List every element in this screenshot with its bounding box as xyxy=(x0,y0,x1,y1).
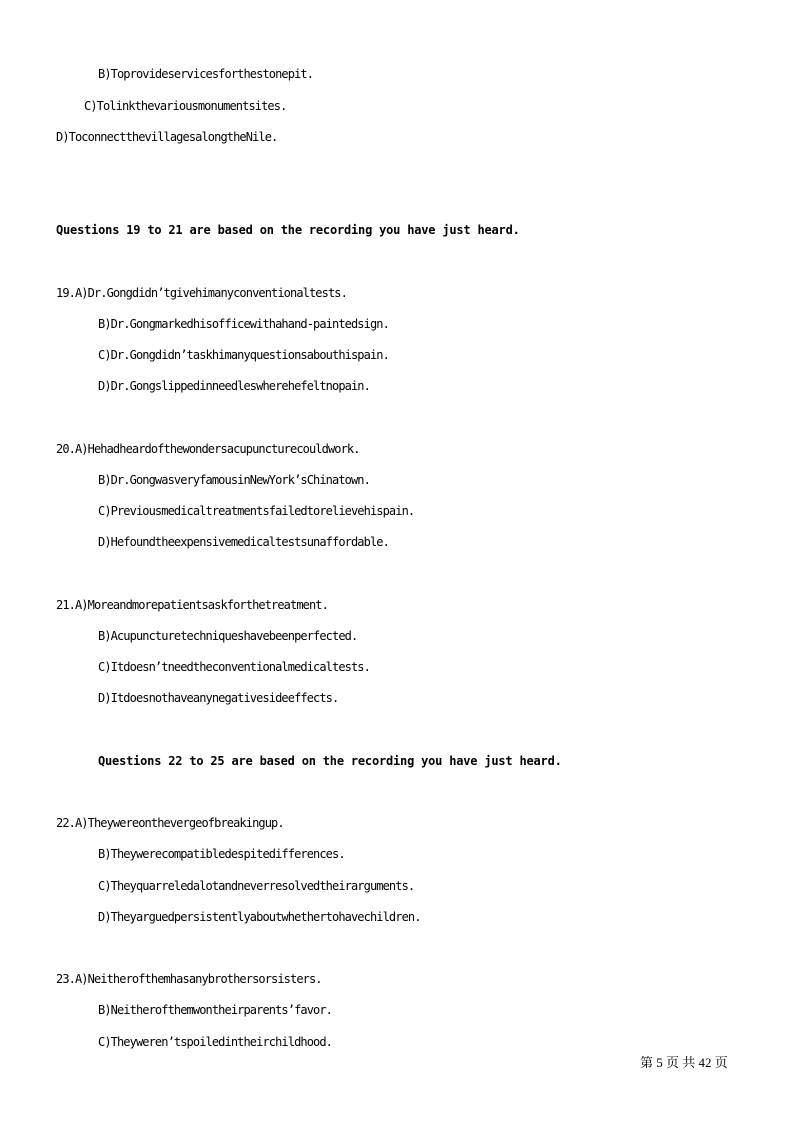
page-number: 第 5 页 共 42 页 xyxy=(640,1055,728,1070)
q21-option-a: 21.A)Moreandmorepatientsaskforthetreatment. xyxy=(56,598,328,612)
q20-option-b: B)Dr.GongwasveryfamousinNewYork’sChinatown. xyxy=(98,473,370,487)
q19-option-c: C)Dr.Gongdidn’taskhimanyquestionsabouthispain. xyxy=(98,348,389,362)
q19-option-b: B)Dr.Gongmarkedhisofficewithahand-paintedsign. xyxy=(98,317,389,331)
q18-option-c: C)Tolinkthevariousmonumentsites. xyxy=(84,99,287,113)
q21-option-c: C)Itdoesn’tneedtheconventionalmedicaltests. xyxy=(98,660,370,674)
q20-option-c: C)Previousmedicaltreatmentsfailedtorelievehispain. xyxy=(98,504,415,518)
q22-option-a: 22.A)Theywereonthevergeofbreakingup. xyxy=(56,816,284,830)
section-heading-22-25: Questions 22 to 25 are based on the recording you have just heard. xyxy=(98,754,562,768)
q21-option-d: D)Itdoesnothaveanynegativesideeffects. xyxy=(98,691,339,705)
q19-option-d: D)Dr.Gongslippedinneedleswherehefeltnopain. xyxy=(98,379,370,393)
section-heading-19-21: Questions 19 to 21 are based on the recording you have just heard. xyxy=(56,223,520,237)
q20-option-a: 20.A)Hehadheardofthewondersacupuncturecouldwork. xyxy=(56,442,360,456)
q23-option-b: B)Neitherofthemwontheirparents’favor. xyxy=(98,1003,333,1017)
q22-option-c: C)Theyquarreledalotandneverresolvedtheirarguments. xyxy=(98,879,415,893)
q18-option-b: B)Toprovideservicesforthestonepit. xyxy=(98,67,314,81)
q20-option-d: D)Hefoundtheexpensivemedicaltestsunaffordable. xyxy=(98,535,389,549)
q23-option-c: C)Theyweren’tspoiledintheirchildhood. xyxy=(98,1035,333,1049)
q22-option-d: D)Theyarguedpersistentlyaboutwhethertohavechildren. xyxy=(98,910,421,924)
q19-option-a: 19.A)Dr.Gongdidn’tgivehimanyconventionaltests. xyxy=(56,286,347,300)
q21-option-b: B)Acupuncturetechniqueshavebeenperfected. xyxy=(98,629,358,643)
q23-option-a: 23.A)Neitherofthemhasanybrothersorsisters. xyxy=(56,972,322,986)
q18-option-d: D)ToconnectthevillagesalongtheNile. xyxy=(56,130,278,144)
q22-option-b: B)Theywerecompatibledespitedifferences. xyxy=(98,847,345,861)
